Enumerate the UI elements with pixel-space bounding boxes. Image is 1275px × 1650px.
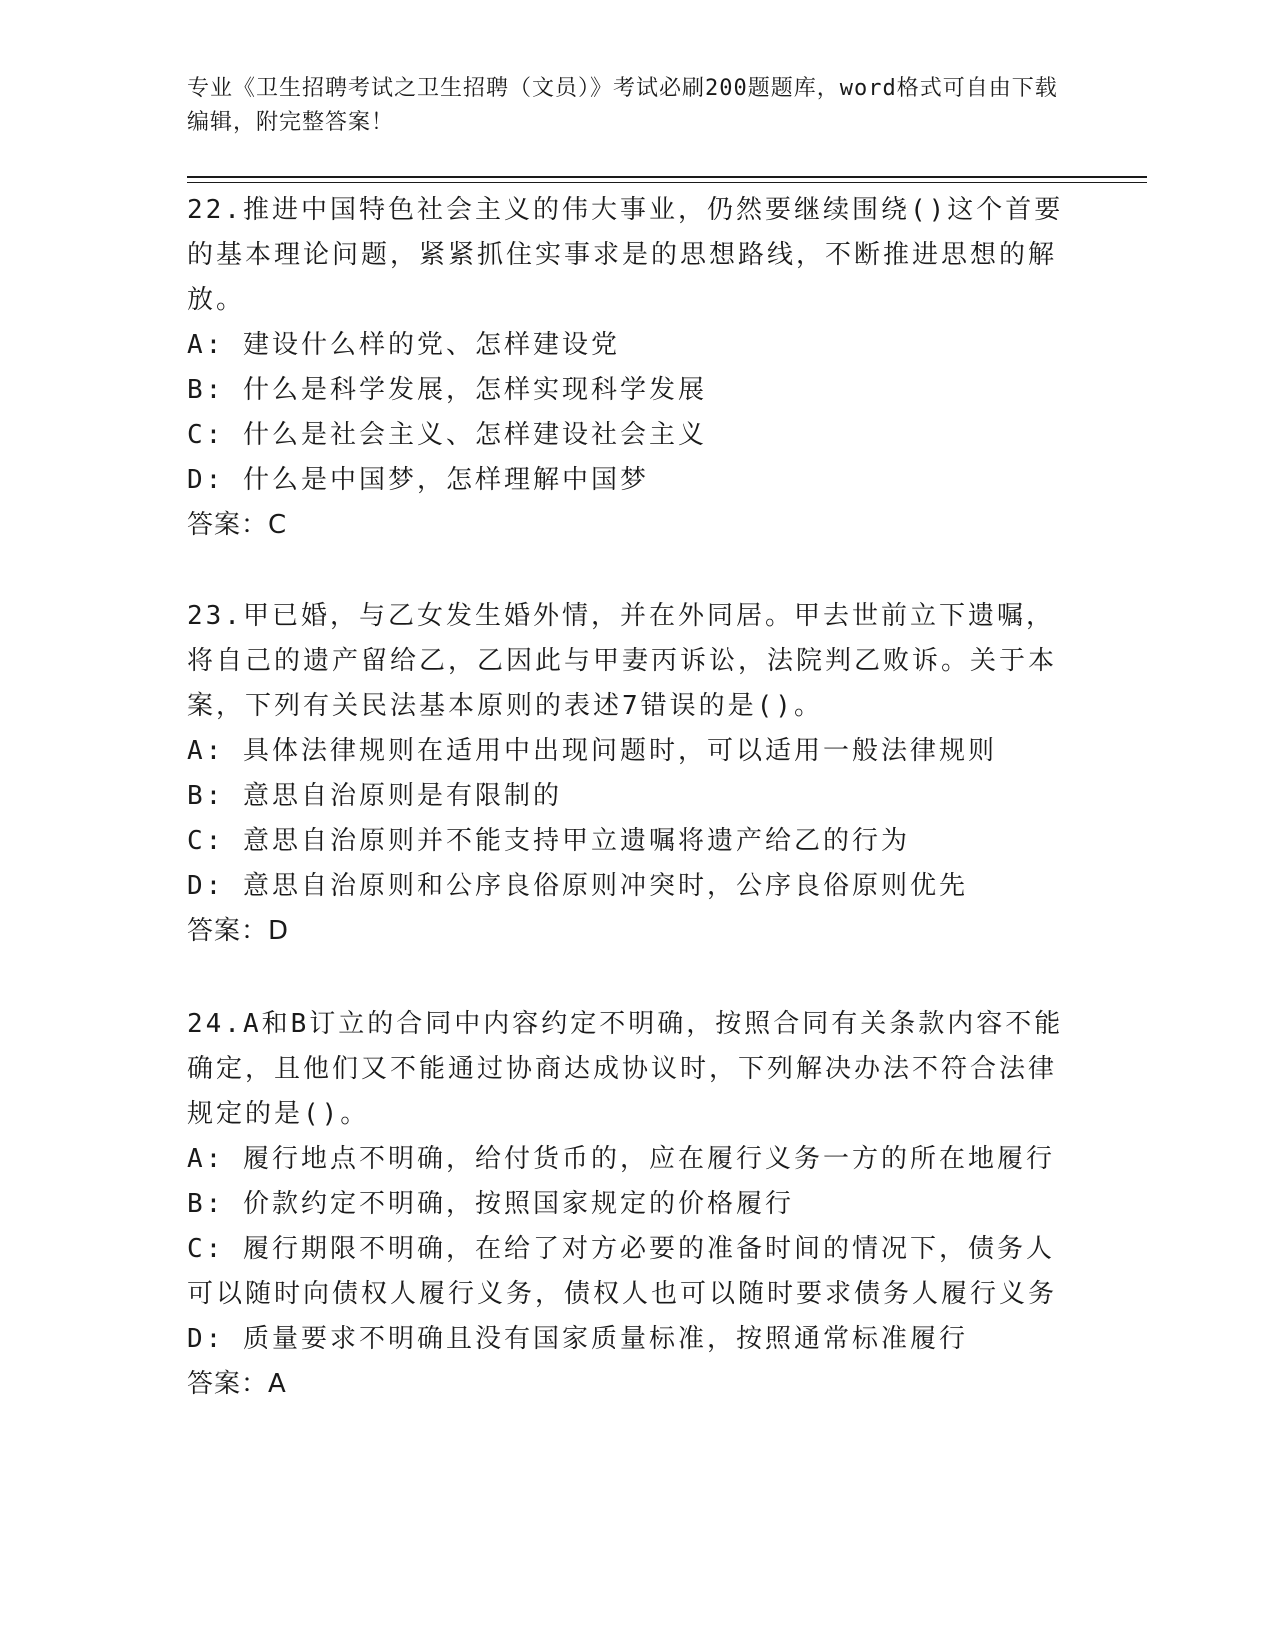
question-stem: 23.甲已婚，与乙女发生婚外情，并在外同居。甲去世前立下遗嘱，将自己的遗产留给乙，乙因此与甲妻丙诉讼，法院判乙败诉。关于本案，下列有关民法基本原则的表述7错误的是()。 (187, 601, 1058, 721)
option-b: B: 价款约定不明确，按照国家规定的价格履行 (187, 1189, 794, 1219)
header-divider-thick (187, 176, 1147, 178)
option-a: A: 履行地点不明确，给付货币的，应在履行义务一方的所在地履行 (187, 1144, 1055, 1174)
answer-line: 答案：D (187, 916, 290, 946)
option-d: D: 什么是中国梦，怎样理解中国梦 (187, 465, 649, 495)
option-c: C: 履行期限不明确，在给了对方必要的准备时间的情况下，债务人可以随时向债权人履行义务，债权人也可以随时要求债务人履行义务 (187, 1234, 1058, 1309)
option-b: B: 什么是科学发展，怎样实现科学发展 (187, 375, 707, 405)
answer-line: 答案：C (187, 510, 288, 540)
option-a: A: 具体法律规则在适用中出现问题时，可以适用一般法律规则 (187, 736, 997, 766)
question-23 (187, 594, 1067, 954)
document-header: 专业《卫生招聘考试之卫生招聘（文员）》考试必刷200题题库，word格式可自由下载编辑，附完整答案！ (187, 76, 1058, 135)
question-24 (187, 1002, 1067, 1407)
option-d: D: 意思自治原则和公序良俗原则冲突时，公序良俗原则优先 (187, 871, 968, 901)
question-stem: 24.A和B订立的合同中内容约定不明确，按照合同有关条款内容不能确定，且他们又不能通过协商达成协议时，下列解决办法不符合法律规定的是()。 (187, 1009, 1064, 1129)
question-22 (187, 188, 1067, 548)
option-a: A: 建设什么样的党、怎样建设党 (187, 330, 620, 360)
header-divider-thin (187, 182, 1147, 183)
answer-line: 答案：A (187, 1369, 287, 1399)
option-c: C: 意思自治原则并不能支持甲立遗嘱将遗产给乙的行为 (187, 826, 910, 856)
option-b: B: 意思自治原则是有限制的 (187, 781, 562, 811)
option-d: D: 质量要求不明确且没有国家质量标准，按照通常标准履行 (187, 1324, 968, 1354)
question-stem: 22.推进中国特色社会主义的伟大事业，仍然要继续围绕()这个首要的基本理论问题，紧紧抓住实事求是的思想路线，不断推进思想的解放。 (187, 195, 1064, 315)
option-c: C: 什么是社会主义、怎样建设社会主义 (187, 420, 707, 450)
